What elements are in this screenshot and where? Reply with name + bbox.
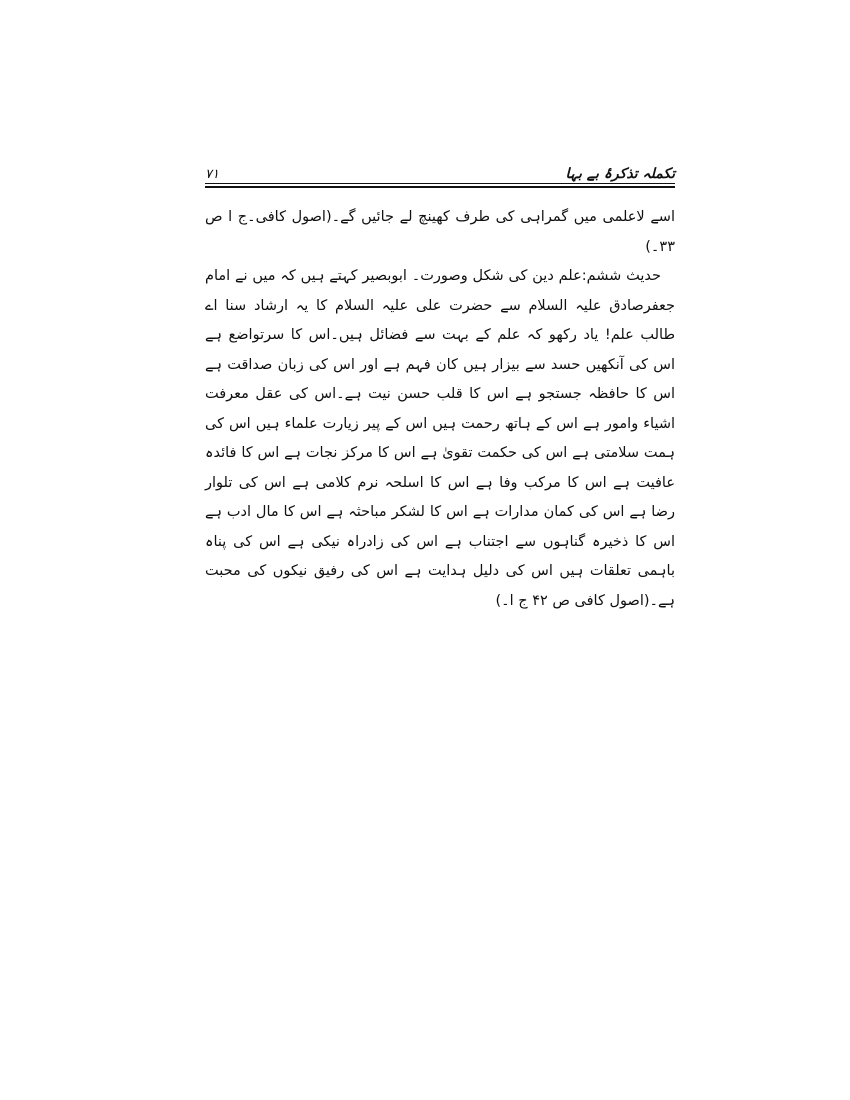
- header-rule-thick: [205, 186, 675, 188]
- paragraph-hadith-sixth: حدیث ششم:علم دین کی شکل وصورت۔ ابوبصیر کہتے ہیں کہ میں نے امام جعفرصادق علیہ السلام سے حضرت علی علیہ السلام کا یہ ارشاد سنا اے طالب علم! یاد رکھو کہ علم کے بہت سے فضائل ہیں۔اس کا سرتواضع ہے اس کی آنکھیں حسد سے بیزار ہیں کان فہم ہے اور اس کی زبان صداقت ہے اس کا حافظہ جستجو ہے اس کا قلب حسن نیت ہے۔اس کی عقل معرفت اشیاء وامور ہے اس کے ہاتھ رحمت ہیں اس کے پیر زیارت علماء ہیں اس کی ہمت سلامتی ہے اس کی حکمت تقویٰ ہے اس کا مرکز نجات ہے اس کا فائدہ عافیت ہے اس کا مرکب وفا ہے اس کا اسلحہ نرم کلامی ہے اس کی تلوار رضا ہے اس کی کمان مدارات ہے اس کا لشکر مباحثہ ہے اس کا مال ادب ہے اس کا ذخیرہ گناہوں سے اجتناب ہے اس کی زادراہ نیکی ہے اس کی پناہ باہمی تعلقات ہیں اس کی دلیل ہدایت ہے اس کی رفیق نیکوں کی محبت ہے۔(اصول کافی ص ۴۲ ج ا۔): [205, 268, 675, 609]
- running-header: [205, 160, 675, 182]
- paragraph-continuation: اسے لاعلمی میں گمراہی کی طرف کھینچ لے جائیں گے۔(اصول کافی۔ج ا ص ۳۳۔): [205, 209, 675, 255]
- page-number: ۷۱: [205, 167, 219, 182]
- header-rule-thin: [205, 183, 675, 184]
- body-text: [205, 203, 675, 616]
- book-title: تکملہ تذکرۂ بے بہا: [565, 166, 675, 182]
